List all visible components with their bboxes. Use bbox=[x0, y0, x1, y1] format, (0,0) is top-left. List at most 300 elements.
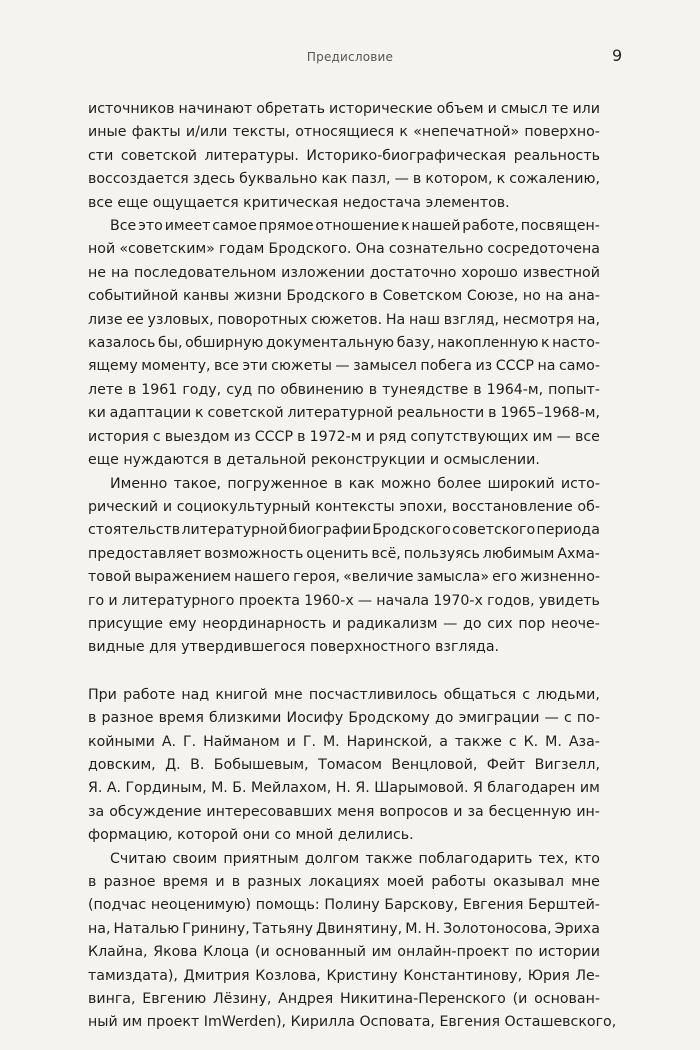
word: в bbox=[412, 171, 422, 188]
word: — bbox=[443, 615, 458, 632]
word: обвинению bbox=[280, 381, 364, 398]
word: годов, bbox=[487, 592, 535, 609]
word: интересовавших bbox=[206, 803, 333, 820]
word: А. bbox=[161, 733, 177, 750]
word: приятным bbox=[223, 850, 299, 867]
word: по bbox=[257, 381, 276, 398]
word: до bbox=[434, 710, 454, 727]
word: М. bbox=[405, 920, 422, 937]
word: в bbox=[368, 381, 378, 398]
word: ин- bbox=[576, 803, 600, 820]
text-line bbox=[88, 426, 600, 449]
text-line bbox=[88, 285, 600, 308]
text-line bbox=[88, 332, 600, 355]
word: оказывал bbox=[493, 874, 564, 890]
word: меня bbox=[337, 803, 375, 820]
word: моей bbox=[386, 874, 425, 890]
word: Евгению bbox=[142, 991, 207, 1008]
text-line bbox=[88, 215, 600, 238]
word: Бродского bbox=[372, 522, 451, 539]
word: те bbox=[551, 101, 569, 117]
word: ной bbox=[88, 241, 116, 258]
word: «советским» bbox=[119, 241, 215, 258]
word: на bbox=[545, 288, 564, 305]
word: насто- bbox=[552, 335, 600, 352]
word: широкий bbox=[487, 475, 555, 492]
word: Наталью bbox=[113, 920, 180, 937]
word: об- bbox=[577, 498, 600, 515]
word: с bbox=[508, 733, 517, 750]
word: прямое bbox=[258, 218, 314, 235]
word: людьми, bbox=[536, 686, 600, 703]
word: Наринской, bbox=[346, 733, 433, 750]
word: Двинятину, bbox=[316, 920, 403, 937]
word: любимым bbox=[482, 545, 555, 562]
word: попыт- bbox=[548, 381, 600, 398]
word: исторические bbox=[329, 101, 433, 117]
word: до bbox=[463, 615, 482, 632]
word: адаптации bbox=[109, 405, 192, 422]
word: предоставляет bbox=[88, 545, 202, 562]
word: Найманом bbox=[203, 733, 280, 750]
word: тамиздата), bbox=[88, 967, 178, 984]
word: и bbox=[286, 733, 296, 750]
word: Евгения bbox=[439, 1014, 501, 1031]
word: — bbox=[544, 710, 559, 727]
word: со bbox=[274, 827, 291, 844]
word: замысла» bbox=[416, 569, 489, 586]
word: Она bbox=[355, 241, 385, 258]
word: над bbox=[181, 686, 210, 703]
word: и/или bbox=[185, 124, 228, 141]
word: котором, bbox=[425, 171, 493, 188]
word: казалось bbox=[88, 335, 156, 352]
word: Венцловой, bbox=[391, 756, 478, 773]
text-line bbox=[88, 402, 600, 425]
text-line bbox=[88, 1011, 617, 1034]
word: Г. bbox=[302, 733, 316, 750]
text-line bbox=[88, 613, 600, 636]
word: основанный bbox=[275, 944, 366, 961]
word: на bbox=[111, 264, 129, 281]
word: основан- bbox=[534, 991, 600, 1008]
word: обретать bbox=[256, 101, 326, 117]
word: канвы bbox=[182, 288, 230, 305]
word: здесь bbox=[192, 171, 236, 188]
page-number: 9 bbox=[612, 46, 623, 65]
word: Иосифу bbox=[286, 710, 344, 727]
word: ее bbox=[126, 311, 144, 328]
word: советского bbox=[452, 522, 536, 539]
word: сознательно bbox=[388, 241, 484, 258]
word: бесценную bbox=[488, 803, 572, 820]
word: присущие bbox=[88, 615, 164, 632]
word: году, bbox=[182, 381, 222, 398]
word: побега bbox=[420, 358, 472, 375]
word: его bbox=[492, 569, 517, 586]
text-line bbox=[88, 754, 600, 777]
word: в bbox=[213, 452, 222, 469]
word: отношение bbox=[315, 218, 400, 235]
word: 1964-м, bbox=[486, 381, 544, 398]
word: эмиграции bbox=[458, 710, 540, 727]
word: и bbox=[215, 874, 225, 890]
word: Именно bbox=[110, 475, 168, 492]
word: работы bbox=[431, 874, 486, 890]
word: в bbox=[88, 874, 97, 890]
word: Н. bbox=[335, 780, 351, 797]
word: можно bbox=[380, 475, 432, 492]
word: обширную bbox=[185, 335, 264, 352]
text-line bbox=[88, 777, 600, 800]
text-line bbox=[88, 496, 600, 519]
word: по bbox=[514, 944, 533, 961]
word: реальности bbox=[397, 405, 485, 422]
word: Юрия bbox=[527, 967, 570, 984]
word: в bbox=[297, 428, 306, 445]
word: Бобышевым, bbox=[213, 756, 309, 773]
word: замысел bbox=[353, 358, 417, 375]
word: ана- bbox=[568, 288, 600, 305]
word: критическая bbox=[243, 194, 339, 211]
word: эпохи, bbox=[399, 498, 448, 515]
word: советской bbox=[207, 405, 284, 422]
word: всё, bbox=[371, 545, 401, 562]
word: А. bbox=[106, 780, 122, 797]
word: накопленную bbox=[437, 335, 539, 352]
word: Кристину bbox=[326, 967, 398, 984]
text-line bbox=[88, 238, 600, 261]
word: в bbox=[473, 381, 482, 398]
word: книгой bbox=[215, 686, 268, 703]
word: несмотря bbox=[502, 311, 574, 328]
word: Якова bbox=[153, 944, 198, 961]
text-line bbox=[88, 519, 600, 542]
word: к bbox=[399, 124, 408, 141]
word: мной bbox=[295, 827, 334, 844]
word: своим bbox=[172, 850, 218, 867]
word: время bbox=[162, 874, 209, 890]
word: воссоздается bbox=[88, 171, 189, 188]
word: 1972-м bbox=[309, 428, 362, 445]
word: Мейлахом, bbox=[251, 780, 332, 797]
word: неординарность bbox=[202, 615, 327, 632]
paragraph-gap bbox=[88, 660, 600, 684]
word: разное bbox=[103, 874, 156, 890]
word: Дмитрия bbox=[183, 967, 250, 984]
word: для bbox=[149, 639, 177, 656]
word: из bbox=[233, 428, 251, 445]
word: Аза- bbox=[568, 733, 600, 750]
word: им bbox=[532, 428, 553, 445]
word: Гординым, bbox=[125, 780, 207, 797]
word: все bbox=[88, 194, 113, 211]
word: на, bbox=[577, 311, 600, 328]
word: моменту, bbox=[141, 358, 211, 375]
word: СССР bbox=[495, 358, 534, 375]
word: также bbox=[365, 850, 413, 867]
text-line bbox=[88, 824, 600, 847]
word: общаться bbox=[443, 686, 517, 703]
word: относящиеся bbox=[295, 124, 395, 141]
word: При bbox=[88, 686, 117, 703]
word: как bbox=[321, 171, 348, 188]
word: ный bbox=[88, 1014, 118, 1031]
word: жизни bbox=[233, 288, 282, 305]
text-line bbox=[88, 98, 600, 121]
word: в bbox=[231, 874, 241, 890]
word: Фейт bbox=[486, 756, 526, 773]
word: выражением bbox=[134, 569, 232, 586]
text-line bbox=[88, 801, 600, 824]
word: реальность bbox=[513, 147, 600, 164]
word: мне bbox=[571, 874, 600, 890]
word: в bbox=[88, 710, 97, 727]
word: Союзе, bbox=[466, 288, 519, 305]
word: элементов. bbox=[425, 194, 510, 211]
word: пазл, bbox=[351, 171, 391, 188]
word: Андрея bbox=[278, 991, 334, 1008]
word: разных bbox=[247, 874, 302, 890]
word: Советском bbox=[382, 288, 463, 305]
word: Осповата, bbox=[359, 1014, 435, 1031]
word: поверхностного bbox=[309, 639, 431, 656]
word: и bbox=[365, 428, 375, 445]
word: мне bbox=[273, 686, 303, 703]
word: делились. bbox=[337, 827, 414, 844]
word: посчастливилось bbox=[308, 686, 438, 703]
word: Гринину, bbox=[182, 920, 250, 937]
word: помощь: bbox=[255, 897, 320, 914]
word: В. bbox=[190, 756, 205, 773]
word: поворотных bbox=[217, 311, 308, 328]
text-line bbox=[88, 988, 600, 1011]
word: 1965–1968-м, bbox=[500, 405, 600, 422]
word: суд bbox=[226, 381, 253, 398]
word: тунеядстве bbox=[382, 381, 469, 398]
word: сопутствующих bbox=[410, 428, 529, 445]
word: к bbox=[540, 335, 550, 352]
word: тексты, bbox=[232, 124, 290, 141]
word: довским, bbox=[88, 756, 156, 773]
word: Клайна, bbox=[88, 944, 148, 961]
word: начинают bbox=[178, 101, 253, 117]
paragraph bbox=[88, 848, 617, 1035]
word: сих bbox=[487, 615, 513, 632]
word: с bbox=[563, 710, 572, 727]
word: в bbox=[127, 381, 137, 398]
word: работе bbox=[123, 686, 176, 703]
word: на bbox=[537, 358, 556, 375]
word: начала bbox=[376, 592, 430, 609]
word: нашей bbox=[411, 218, 461, 235]
word: объем bbox=[436, 101, 484, 117]
word: пользуясь bbox=[403, 545, 480, 562]
word: выездом bbox=[164, 428, 230, 445]
word: бы, bbox=[158, 335, 183, 352]
word: поверхно- bbox=[524, 124, 600, 141]
word: Козлова, bbox=[255, 967, 321, 984]
word: исто- bbox=[560, 475, 600, 492]
word: им bbox=[579, 780, 600, 797]
word: наш bbox=[408, 311, 440, 328]
word: и bbox=[332, 615, 342, 632]
word: базу, bbox=[396, 335, 435, 352]
paragraph bbox=[88, 684, 600, 848]
word: и bbox=[162, 498, 173, 515]
word: Бродского bbox=[286, 288, 365, 305]
word: восстановление bbox=[451, 498, 573, 515]
word: Н. bbox=[424, 920, 441, 937]
word: им bbox=[371, 944, 392, 961]
text-line bbox=[88, 965, 600, 988]
word: жизненно- bbox=[520, 569, 600, 586]
word: Константинову, bbox=[403, 967, 523, 984]
text-line bbox=[88, 379, 600, 402]
word: койными bbox=[88, 733, 155, 750]
word: за bbox=[88, 803, 105, 820]
paragraph bbox=[88, 98, 600, 215]
word: факты bbox=[131, 124, 181, 141]
word: еще bbox=[88, 452, 119, 469]
word: самое bbox=[212, 218, 257, 235]
word: с bbox=[152, 428, 161, 445]
word: сосредоточена bbox=[487, 241, 600, 258]
text-line bbox=[88, 192, 600, 215]
word: все bbox=[574, 428, 600, 445]
word: Я. bbox=[88, 780, 103, 797]
word: время bbox=[158, 710, 204, 727]
word: Я. bbox=[355, 780, 370, 797]
word: которой bbox=[177, 827, 239, 844]
word: ящему bbox=[88, 358, 138, 375]
word: ки bbox=[88, 405, 106, 422]
word: Томасом bbox=[318, 756, 382, 773]
word: Ахма- bbox=[557, 545, 600, 562]
text-line bbox=[88, 590, 600, 613]
text-line bbox=[88, 449, 600, 472]
word: они bbox=[242, 827, 270, 844]
word: годам bbox=[219, 241, 265, 258]
word: Евгения bbox=[462, 897, 524, 914]
word: изложении bbox=[281, 264, 365, 281]
word: достаточно bbox=[369, 264, 457, 281]
word: хорошо bbox=[461, 264, 518, 281]
word: Эриха bbox=[554, 920, 600, 937]
word: К. bbox=[523, 733, 539, 750]
word: более bbox=[437, 475, 482, 492]
text-line bbox=[88, 941, 600, 964]
text-line bbox=[88, 894, 600, 917]
word: 1970-х bbox=[433, 592, 483, 609]
text-line bbox=[88, 871, 600, 894]
word: — bbox=[335, 358, 350, 375]
word: детальной bbox=[226, 452, 307, 469]
word: буквально bbox=[239, 171, 318, 188]
word: Берштей- bbox=[528, 897, 600, 914]
word: проект bbox=[146, 1014, 200, 1031]
word: формацию, bbox=[88, 827, 173, 844]
word: сюжетов. bbox=[311, 311, 383, 328]
text-line bbox=[88, 848, 600, 871]
word: посвящен- bbox=[520, 218, 600, 235]
word: контексты bbox=[315, 498, 395, 515]
text-line bbox=[88, 121, 600, 144]
word: ему bbox=[168, 615, 197, 632]
word: к bbox=[195, 405, 204, 422]
word: товой bbox=[88, 569, 132, 586]
word: известной bbox=[522, 264, 600, 281]
text-line bbox=[88, 309, 600, 332]
paragraph bbox=[88, 473, 600, 660]
word: к bbox=[496, 171, 506, 188]
word: М. bbox=[211, 780, 228, 797]
word: лете bbox=[88, 381, 123, 398]
word: сожалению, bbox=[509, 171, 600, 188]
word: (подчас bbox=[88, 897, 147, 914]
word: — bbox=[556, 428, 571, 445]
word: кто bbox=[574, 850, 600, 867]
word: 1961 bbox=[141, 381, 178, 398]
word: Кирилла bbox=[290, 1014, 355, 1031]
word: Ле- bbox=[575, 967, 600, 984]
text-line bbox=[88, 918, 600, 941]
word: социокультурный bbox=[176, 498, 311, 515]
word: осмыслении. bbox=[443, 452, 540, 469]
word: Вигзелл, bbox=[534, 756, 600, 773]
word: к bbox=[401, 218, 410, 235]
word: источников bbox=[88, 101, 175, 117]
word: все bbox=[214, 358, 239, 375]
word: вопросов bbox=[379, 803, 449, 820]
word: в bbox=[369, 288, 378, 305]
word: Бродского. bbox=[268, 241, 352, 258]
word: литературы. bbox=[204, 147, 299, 164]
word: и bbox=[429, 452, 440, 469]
word: 1960-х bbox=[304, 592, 354, 609]
word: само- bbox=[558, 358, 600, 375]
text-line bbox=[88, 566, 600, 589]
text-line bbox=[88, 168, 600, 191]
word: лизе bbox=[88, 311, 123, 328]
word: истории bbox=[538, 944, 600, 961]
word: литературной bbox=[181, 522, 288, 539]
body-text bbox=[88, 98, 617, 1035]
word: неоценимую) bbox=[150, 897, 252, 914]
running-head: Предисловие bbox=[306, 50, 394, 64]
word: героя, bbox=[293, 569, 340, 586]
word: реконструкции bbox=[310, 452, 426, 469]
word: нашего bbox=[234, 569, 290, 586]
word: как bbox=[348, 475, 375, 492]
word: онлайн-проект bbox=[397, 944, 510, 961]
word: Полину bbox=[324, 897, 380, 914]
word: или bbox=[572, 101, 600, 117]
word: периода bbox=[536, 522, 600, 539]
word: с bbox=[522, 686, 531, 703]
text-line bbox=[88, 145, 600, 168]
word: смысл bbox=[500, 101, 548, 117]
word: по- bbox=[576, 710, 600, 727]
word: но bbox=[522, 288, 541, 305]
word: Считаю bbox=[110, 850, 167, 867]
text-line bbox=[88, 684, 600, 707]
word: эти bbox=[242, 358, 268, 375]
word: за bbox=[467, 803, 484, 820]
word: Бродскому bbox=[348, 710, 430, 727]
word: такое, bbox=[173, 475, 222, 492]
word: тех, bbox=[538, 850, 569, 867]
